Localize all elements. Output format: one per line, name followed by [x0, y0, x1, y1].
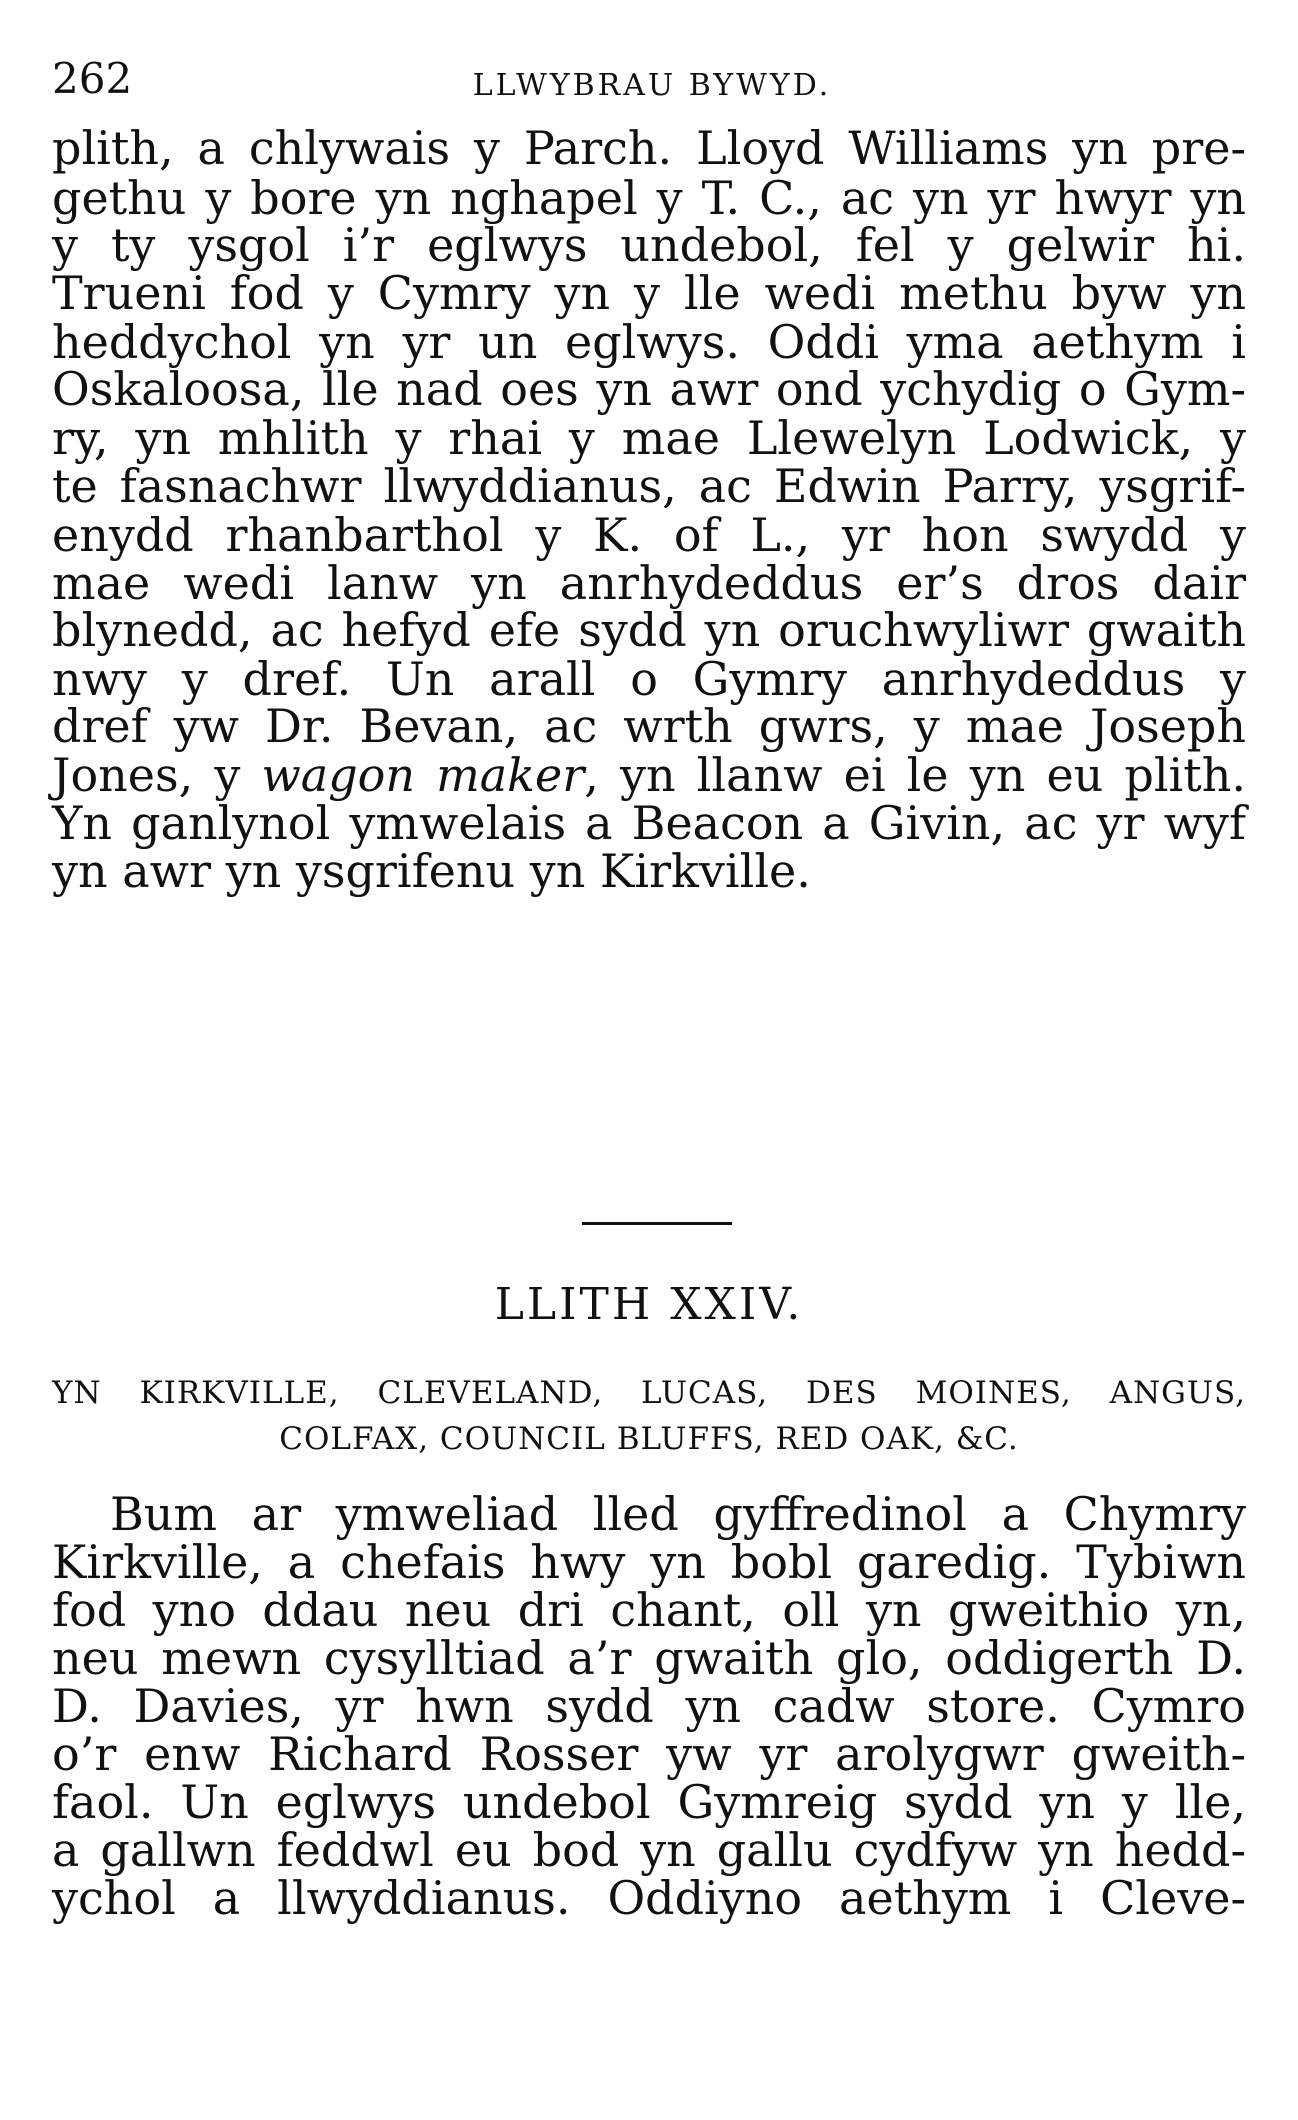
text-line: Oskaloosa, lle nad oes yn awr ond ychydig o Gym-: [52, 362, 1246, 416]
text-line: Kirkville, a chefais hwy yn bobl garedig. Tybiwn: [52, 1535, 1246, 1589]
chapter-subtitle-line: COLFAX, COUNCIL BLUFFS, RED OAK, &C.: [279, 1421, 1019, 1457]
text-line: faol. Un eglwys undebol Gymreig sydd yn y lle,: [52, 1775, 1246, 1829]
text-line: o’r enw Richard Rosser yw yr arolygwr gweith-: [52, 1727, 1246, 1781]
text-line: nwy y dref. Un arall o Gymry anrhydeddus y: [52, 652, 1246, 706]
text-line: heddychol yn yr un eglwys. Oddi yma aethym i: [52, 315, 1246, 369]
text-line: blynedd, ac hefyd efe sydd yn oruchwyliwr gwaith: [52, 603, 1246, 657]
text-line: Bum ar ymweliad lled gyffredinol a Chymry: [110, 1487, 1246, 1541]
running-title: LLWYBRAU BYWYD.: [472, 68, 832, 103]
text-line: neu mewn cysylltiad a’r gwaith glo, oddigerth D.: [52, 1631, 1246, 1685]
text-line: gethu y bore yn nghapel y T. C., ac yn yr hwyr yn: [52, 171, 1246, 225]
italic-phrase: wagon maker: [261, 748, 585, 802]
text-line: ry, yn mhlith y rhai y mae Llewelyn Lodwick, y: [52, 411, 1246, 465]
text-line: te fasnachwr llwyddianus, ac Edwin Parry, ysgrif-: [52, 459, 1246, 513]
text-line: ychol a llwyddianus. Oddiyno aethym i Cleve-: [52, 1871, 1246, 1925]
text-segment: , yn llanw ei le yn eu plith.: [584, 748, 1246, 802]
chapter-subtitle-line: YN KIRKVILLE, CLEVELAND, LUCAS, DES MOINES, ANGUS,: [52, 1375, 1246, 1411]
text-line: D. Davies, yr hwn sydd yn cadw store. Cymro: [52, 1679, 1246, 1733]
text-segment: Jones, y: [52, 748, 262, 802]
page-header: [52, 54, 1252, 118]
text-line: a gallwn feddwl eu bod yn gallu cydfyw yn hedd-: [52, 1823, 1246, 1877]
text-line: Yn ganlynol ymwelais a Beacon a Givin, ac yr wyf: [52, 796, 1246, 850]
section-divider: [582, 1222, 732, 1225]
text-line: plith, a chlywais y Parch. Lloyd Williams yn pre-: [52, 121, 1246, 175]
page-number: 262: [52, 54, 133, 103]
text-line: fod yno ddau neu dri chant, oll yn gweithio yn,: [52, 1583, 1246, 1637]
text-line: yn awr yn ysgrifenu yn Kirkville.: [52, 844, 811, 898]
text-line: dref yw Dr. Bevan, ac wrth gwrs, y mae Joseph: [52, 699, 1246, 753]
text-line: mae wedi lanw yn anrhydeddus er’s dros dair: [52, 556, 1246, 610]
text-line: enydd rhanbarthol y K. of L., yr hon swydd y: [52, 508, 1246, 562]
text-line: Trueni fod y Cymry yn y lle wedi methu byw yn: [52, 266, 1246, 320]
chapter-title: LLITH XXIV.: [494, 1279, 804, 1330]
text-line: y ty ysgol i’r eglwys undebol, fel y gelwir hi.: [52, 218, 1246, 272]
